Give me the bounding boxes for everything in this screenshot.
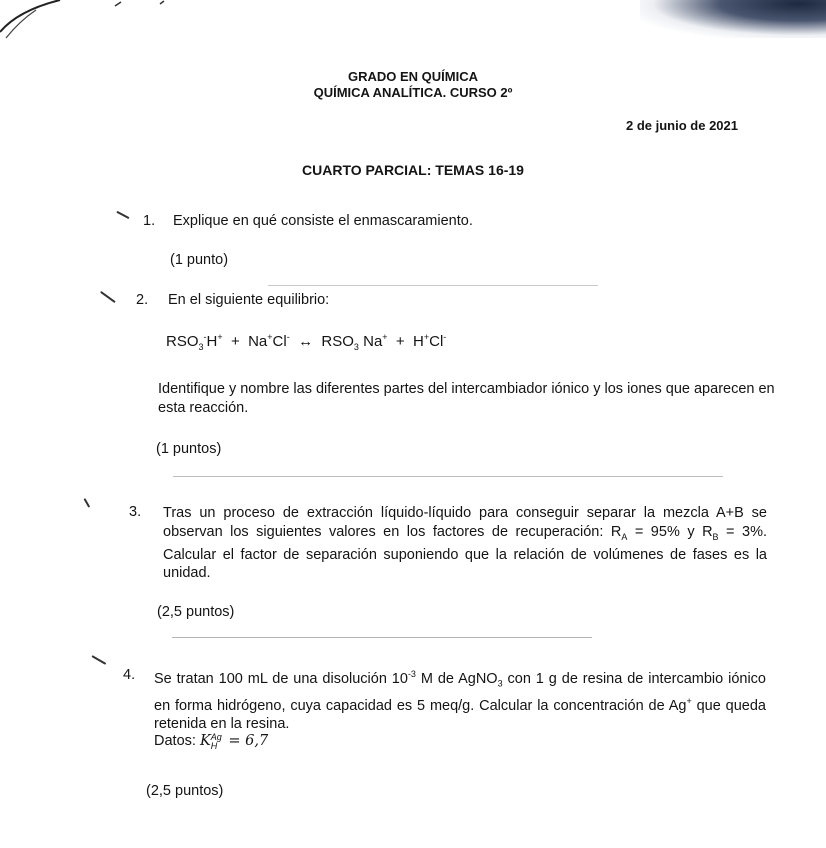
check-mark-icon — [116, 211, 129, 219]
divider — [172, 637, 592, 638]
equilibrium-formula: $RSO_3^-H^+ + Na^+Cl^-$ ↔ $RSO_3$ Na+ + H+Cl- — [166, 332, 447, 352]
check-mark-icon — [100, 291, 115, 303]
exam-date: 2 de junio de 2021 — [626, 118, 738, 133]
question-2-points: (1 puntos) — [156, 441, 222, 457]
question-3-points: (2,5 puntos) — [157, 604, 235, 620]
question-3-text: Tras un proceso de extracción líquido-líquido para conseguir separar la mezcla A+B se observan los siguientes valores en los factores de recuperación: $R_A = 95\%$ y $R_B = 3\%$. Calcular el factor de separación suponiendo que la relación de volúmenes de fases es la unidad. — [163, 505, 767, 582]
divider — [268, 285, 598, 286]
question-4-data: Datos: K Ag H = 6,7 — [154, 732, 269, 751]
header-course: QUÍMICA ANALÍTICA. CURSO 2º — [313, 85, 513, 100]
header-degree: GRADO EN QUÍMICA — [348, 69, 478, 84]
check-mark-icon — [84, 498, 90, 507]
question-3-number: 3. — [129, 504, 142, 520]
question-1-number: 1. — [143, 213, 156, 229]
divider — [173, 476, 723, 477]
scan-artifact-top-left — [0, 0, 200, 40]
question-4-points: (2,5 puntos) — [146, 783, 224, 799]
question-4-text: Se tratan 100 mL de una disolución $10^{-3}$ M de AgNO$_3$ con 1 g de resina de intercambio iónico en forma hidrógeno, cuya capacidad es 5 meq/g. Calcular la concentración de Ag+ que queda retenida en la resina. — [154, 669, 766, 732]
scan-shadow-top-right — [640, 0, 826, 38]
exam-title: CUARTO PARCIAL: TEMAS 16-19 — [302, 162, 524, 178]
question-4-number: 4. — [123, 667, 136, 683]
question-1-points: (1 punto) — [170, 252, 229, 268]
check-mark-icon — [92, 655, 107, 664]
question-2-text: Identifique y nombre las diferentes partes del intercambiador iónico y los iones que aparecen en esta reacción. — [158, 381, 775, 416]
question-1-text: Explique en qué consiste el enmascaramiento. — [173, 213, 473, 229]
question-2-number: 2. — [136, 292, 149, 308]
question-2-intro: En el siguiente equilibrio: — [168, 292, 330, 308]
